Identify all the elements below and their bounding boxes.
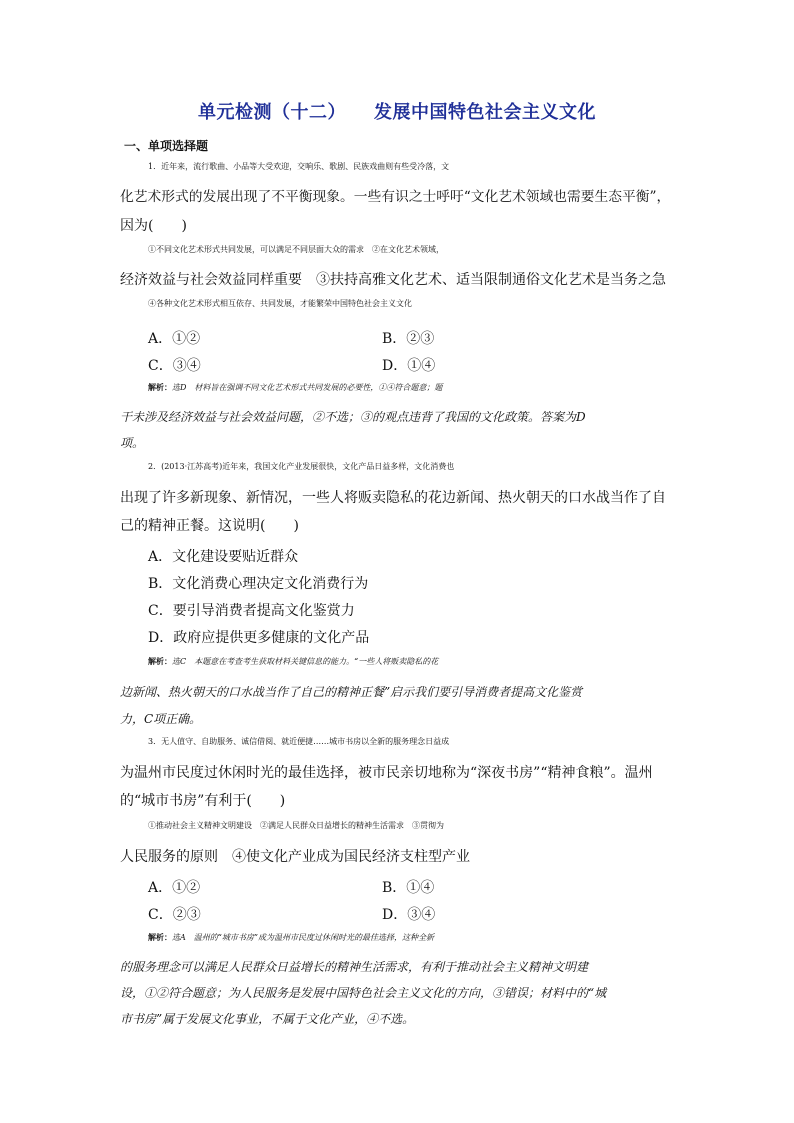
q3-answer-line (148, 932, 704, 943)
q1-option-d: D．①④ (382, 358, 436, 374)
q1-statement-line: ④各种文化艺术形式相互依存、共同发展，才能繁荣中国特色社会主义文化 (148, 299, 412, 308)
q1-answer-line: 干未涉及经济效益与社会效益问题，②不选；③的观点违背了我国的文化政策。答案为D (120, 410, 586, 424)
section-heading: 一、单项选择题 (124, 139, 209, 153)
q2-option-d: D．政府应提供更多健康的文化产品 (148, 630, 370, 646)
q3-option-a: A．①② (148, 880, 201, 896)
q3-answer-line: 的服务理念可以满足人民群众日益增长的精神生活需求，有利于推动社会主义精神文明建 (120, 960, 589, 974)
q3-stem-line: 3．无人值守、自助服务、诚信借阅、就近便捷……城市书房以全新的服务理念日益成 (148, 737, 450, 746)
title-topic: 发展中国特色社会主义文化 (374, 102, 596, 123)
q1-answer-line (148, 382, 704, 393)
q2-answer-line: 边新闻、热火朝天的口水战当作了自己的精神正餐”启示我们要引导消费者提高文化鉴赏 (120, 685, 583, 699)
q3-stem-line: 的“城市书房”有利于( ) (120, 793, 286, 809)
title-unit: 单元检测（十二） (198, 102, 346, 123)
answer-label: 解析： (148, 932, 172, 942)
answer-text: 选D 材料旨在强调不同文化艺术形式共同发展的必要性，①④符合题意；题 (172, 383, 443, 392)
q2-option-c: C．要引导消费者提高文化鉴赏力 (148, 603, 355, 619)
q1-option-b: B．②③ (382, 331, 435, 347)
q1-option-c: C．③④ (148, 358, 201, 374)
q1-option-a: A．①② (148, 331, 201, 347)
q3-option-d: D．③④ (382, 907, 436, 923)
q1-stem-line: 1．近年来，流行歌曲、小品等大受欢迎，交响乐、歌剧、民族戏曲则有些受冷落，文 (148, 162, 450, 171)
q3-statement-line: 人民服务的原则 ④使文化产业成为国民经济支柱型产业 (120, 849, 470, 865)
q3-option-b: B．①④ (382, 880, 435, 896)
q2-answer-line: 力，C项正确。 (120, 712, 202, 726)
q2-stem-line: 2．(2013·江苏高考)近年来，我国文化产业发展很快，文化产品日益多样，文化消费也 (148, 462, 455, 471)
answer-label: 解析： (148, 382, 172, 392)
q3-answer-line: 设，①②符合题意；为人民服务是发展中国特色社会主义文化的方向，③错误；材料中的“城 (120, 986, 607, 1000)
document-title (0, 98, 794, 124)
answer-label: 解析： (148, 656, 172, 666)
answer-text: 选A 温州的“城市书房”成为温州市民度过休闲时光的最佳选择，这种全新 (172, 933, 434, 942)
q1-statement-line: 经济效益与社会效益同样重要 ③扶持高雅文化艺术、适当限制通俗文化艺术是当务之急 (120, 272, 666, 288)
q3-stem-line: 为温州市民度过休闲时光的最佳选择，被市民亲切地称为“深夜书房”“精神食粮”。温州 (120, 765, 653, 781)
answer-text: 选C 本题意在考查考生获取材料关键信息的能力。“一些人将贩卖隐私的花 (172, 657, 439, 666)
q2-stem-line: 出现了许多新现象、新情况，一些人将贩卖隐私的花边新闻、热火朝天的口水战当作了自 (120, 490, 666, 506)
q2-option-b: B．文化消费心理决定文化消费行为 (148, 576, 369, 592)
q1-statement-line: ①不同文化艺术形式共同发展，可以满足不同层面大众的需求 ②在文化艺术领域， (148, 245, 444, 254)
q2-stem-line: 己的精神正餐。这说明( ) (120, 518, 299, 534)
q2-option-a: A．文化建设要贴近群众 (148, 549, 299, 565)
q3-answer-line: 市书房”属于发展文化事业，不属于文化产业，④不选。 (120, 1012, 415, 1026)
q1-stem-line: 因为( ) (120, 218, 187, 234)
q3-option-c: C．②③ (148, 907, 201, 923)
q2-answer-line (148, 656, 704, 667)
q1-stem-line: 化艺术形式的发展出现了不平衡现象。一些有识之士呼吁“文化艺术领域也需要生态平衡”， (120, 189, 671, 205)
q1-answer-line: 项。 (120, 436, 145, 450)
q3-statement-line: ①推动社会主义精神文明建设 ②满足人民群众日益增长的精神生活需求 ③贯彻为 (148, 821, 444, 830)
